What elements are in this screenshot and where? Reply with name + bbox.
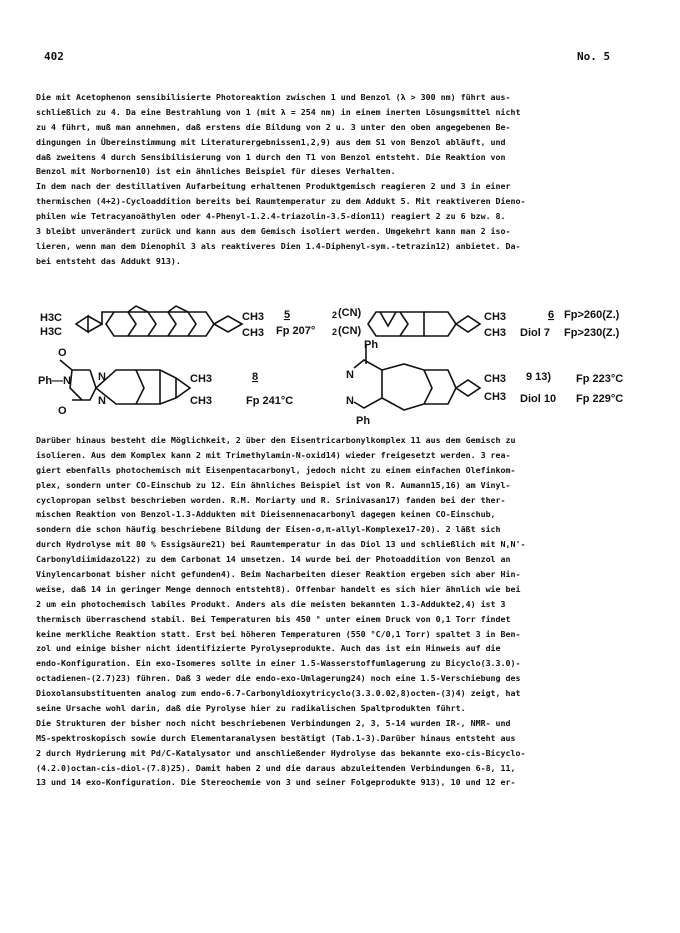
para2-line: sondern die schon häufig beschriebene Bildung der Eisen-σ,π-allyl-Komplexe17-20). 2 läßt sich xyxy=(36,524,501,535)
para1-line: Die mit Acetophenon sensibilisierte Photoreaktion zwischen 1 und Benzol (λ > 300 nm) führt aus- xyxy=(36,92,511,102)
structure-9-10 xyxy=(354,344,480,410)
para2-line: isolieren. Aus dem Komplex kann 2 mit Trimethylamin-N-oxid14) wieder freigesetzt werden. 3 rea- xyxy=(36,449,511,460)
atom-ph-1: Ph xyxy=(364,339,379,351)
atom-ch3-8: CH3 xyxy=(484,391,507,403)
para2-line: zol und einige bisher nicht identifizierte Pyrolyseprodukte. Auch das ist ein Hinweis auf die xyxy=(36,643,501,654)
compound-5-label: 5 xyxy=(284,309,291,321)
para1-line: 3 bleibt unverändert zurück und kann aus dem Gemisch isoliert werden. Umgekehrt kann man 2 iso- xyxy=(36,226,511,237)
para1-line: zu 4 führt, muß man annehmen, daß erstens die Bildung von 2 u. 3 unter den oben angegebenen Be- xyxy=(36,121,511,132)
para2-line: (4.2.0)octan-cis-diol-(7.8)25). Damit haben 2 und die daraus abzuleitenden Verbindungen 6-8, 11, xyxy=(36,762,516,773)
page-number: 402 xyxy=(44,50,64,63)
compound-7-label: Diol 7 xyxy=(520,327,550,339)
structure-6-7 xyxy=(368,312,480,336)
atom-n-2: N xyxy=(98,395,106,407)
atom-o-2: O xyxy=(58,405,67,417)
paragraph-intro xyxy=(36,90,648,269)
para2-line: Darüber hinaus besteht die Möglichkeit, 2 über den Eisentricarbonylkomplex 11 aus dem Gemisch zu xyxy=(36,435,516,445)
para2-line: octadienen-(2.7)23) führen. Daß 3 weder die endo-exo-Umlagerung24) noch eine 1.5-Verschiebung des xyxy=(36,673,521,684)
atom-two-1: 2 xyxy=(332,310,338,320)
para2-line: Vinylencarbonat bisher nicht gefunden4). Beim Nacharbeiten dieser Reaktion ergeben sich aber Hin- xyxy=(36,569,521,580)
atom-o-1: O xyxy=(58,347,67,359)
para1-line: daß zweitens 4 durch Sensibilisierung von 1 durch den T1 von Benzol entsteht. Die Reaktion von xyxy=(36,151,506,162)
structure-5 xyxy=(76,306,242,336)
para1-line: In dem nach der destillativen Aufarbeitung erhaltenen Produktgemisch reagieren 2 und 3 in einer xyxy=(36,181,511,192)
compound-5-mp: Fp 207° xyxy=(276,325,316,337)
atom-n-3: N xyxy=(346,369,354,381)
atom-ch3-3: CH3 xyxy=(484,311,507,323)
para2-line: Dioxolansubstituenten analog zum endo-6.7-Carbonyldioxytricyclo(3.3.0.02,8)octen-(3)4) zeigt, hat xyxy=(36,688,521,699)
atom-ch3-2: CH3 xyxy=(242,327,265,339)
compound-6-label: 6 xyxy=(548,309,555,321)
para1-line: dingungen in Übereinstimmung mit Literaturergebnissen1,2,9) aus dem S1 von Benzol abläuft, und xyxy=(36,136,506,147)
atom-ch3-4: CH3 xyxy=(484,327,507,339)
atom-two-2: 2 xyxy=(332,327,338,337)
atom-h3c-1: H3C xyxy=(40,312,63,324)
atom-cn-2: (CN) xyxy=(338,325,362,337)
atom-ch3-1: CH3 xyxy=(242,311,265,323)
para1-line: bei entsteht das Addukt 913). xyxy=(36,255,181,266)
atom-n-4: N xyxy=(346,395,354,407)
compound-10-mp: Fp 229°C xyxy=(576,393,624,405)
para2-line: Carbonyldiimidazol22) zu dem Carbonat 14 umsetzen. 14 wurde bei der Photoaddition von Benzol an xyxy=(36,554,511,565)
para2-line: weise, daß 14 in geringer Menge dennoch entsteht8). Offenbar handelt es sich hier ähnlich wie bei xyxy=(36,583,521,594)
para1-line: philen wie Tetracyanoäthylen oder 4-Phenyl-1.2.4-triazolin-3.5-dion11) reagiert 2 zu 6 bzw. 8. xyxy=(36,211,506,222)
para2-line: seine Ursache wohl darin, daß die Pyrolyse hier zu radikalischen Spaltprodukten führt. xyxy=(36,703,466,714)
para2-line: plex, sondern unter CO-Einschub zu 12. Ein ähnliches Beispiel ist von R. Aumann15,16) am Vinyl- xyxy=(36,479,511,490)
paragraph-main xyxy=(36,433,648,790)
atom-n-1: N xyxy=(98,371,106,383)
para1-line: schließlich zu 4. Da eine Bestrahlung von 1 (mit λ = 254 nm) in einem inerten Lösungsmittel nicht xyxy=(36,106,521,117)
atom-ch3-6: CH3 xyxy=(190,395,213,407)
compound-9-mp: Fp 223°C xyxy=(576,373,624,385)
para2-line: 2 durch Hydrierung mit Pd/C-Katalysator und anschließender Hydrolyse das bekannte exo-cis-Bicyclo- xyxy=(36,747,526,758)
para2-line: Die Strukturen der bisher noch nicht beschriebenen Verbindungen 2, 3, 5-14 wurden IR-, NMR- und xyxy=(36,717,511,728)
compound-8-mp: Fp 241°C xyxy=(246,395,294,407)
para2-line: 2 um ein photochemisch labiles Produkt. Anders als die meisten bekannten 1.3-Addukte2,4) ist 3 xyxy=(36,598,506,609)
para2-line: giert ebenfalls photochemisch mit Eisenpentacarbonyl, jedoch nicht zu einem einfachen Olefinkom- xyxy=(36,464,516,475)
compound-9-label: 9 13) xyxy=(526,371,552,383)
structure-8 xyxy=(60,360,190,404)
compound-10-label: Diol 10 xyxy=(520,393,557,405)
para2-line: MS-spektroskopisch sowie durch Elementaranalysen bestätigt (Tab.1-3).Darüber hinaus entsteht aus xyxy=(36,732,516,743)
compound-7-mp: Fp>230(Z.) xyxy=(564,327,620,339)
para2-line: cyclopropan selbst beschrieben worden. R.M. Moriarty und R. Srinivasan17) fanden bei der ther- xyxy=(36,494,506,505)
atom-ph-2: Ph xyxy=(356,415,371,424)
atom-ch3-7: CH3 xyxy=(484,373,507,385)
atom-h3c-2: H3C xyxy=(40,326,63,338)
atom-ph-n: Ph—N xyxy=(38,375,71,387)
atom-ch3-5: CH3 xyxy=(190,373,213,385)
journal-issue: No. 5 xyxy=(577,50,611,63)
chemical-structures-figure xyxy=(36,304,648,424)
para1-line: lieren, wenn man dem Dienophil 3 als reaktiveres Dien 1.4-Diphenyl-sym.-tetrazin12) anbietet. Da- xyxy=(36,240,521,251)
para1-line: thermischen (4+2)-Cycloaddition bereits bei Raumtemperatur zu dem Addukt 5. Mit reaktiveren Dieno- xyxy=(36,196,526,207)
para2-line: endo-Konfiguration. Ein exo-Isomeres sollte in einer 1.5-Wasserstoffumlagerung zu Bicyclo(3.3.0)- xyxy=(36,658,521,669)
para2-line: mischen Reaktion von Benzol-1.3-Addukten mit Dieisennenacarbonyl dagegen keinen CO-Einschub, xyxy=(36,509,496,520)
para2-line: durch Hydrolyse mit 80 % Essigsäure21) bei Raumtemperatur in das Diol 13 und schließlich mit N,N'- xyxy=(36,539,526,550)
para2-line: keine merkliche Reaktion statt. Erst bei höheren Temperaturen (550 °C/0,1 Torr) spaltet 3 in Ben- xyxy=(36,628,521,639)
para1-line: Benzol mit Norbornen10) ist ein ähnliches Beispiel für dieses Verhalten. xyxy=(36,166,396,177)
compound-6-mp: Fp>260(Z.) xyxy=(564,309,620,321)
para2-line: thermisch überraschend stabil. Bei Temperaturen bis 450 ° unter einem Druck von 0,1 Torr findet xyxy=(36,613,511,624)
para2-line: 13 und 14 exo-Konfiguration. Die Stereochemie von 3 und seiner Folgeprodukte 913), 10 und 12 er- xyxy=(36,777,516,788)
compound-8-label: 8 xyxy=(252,371,259,383)
atom-cn-1: (CN) xyxy=(338,307,362,319)
